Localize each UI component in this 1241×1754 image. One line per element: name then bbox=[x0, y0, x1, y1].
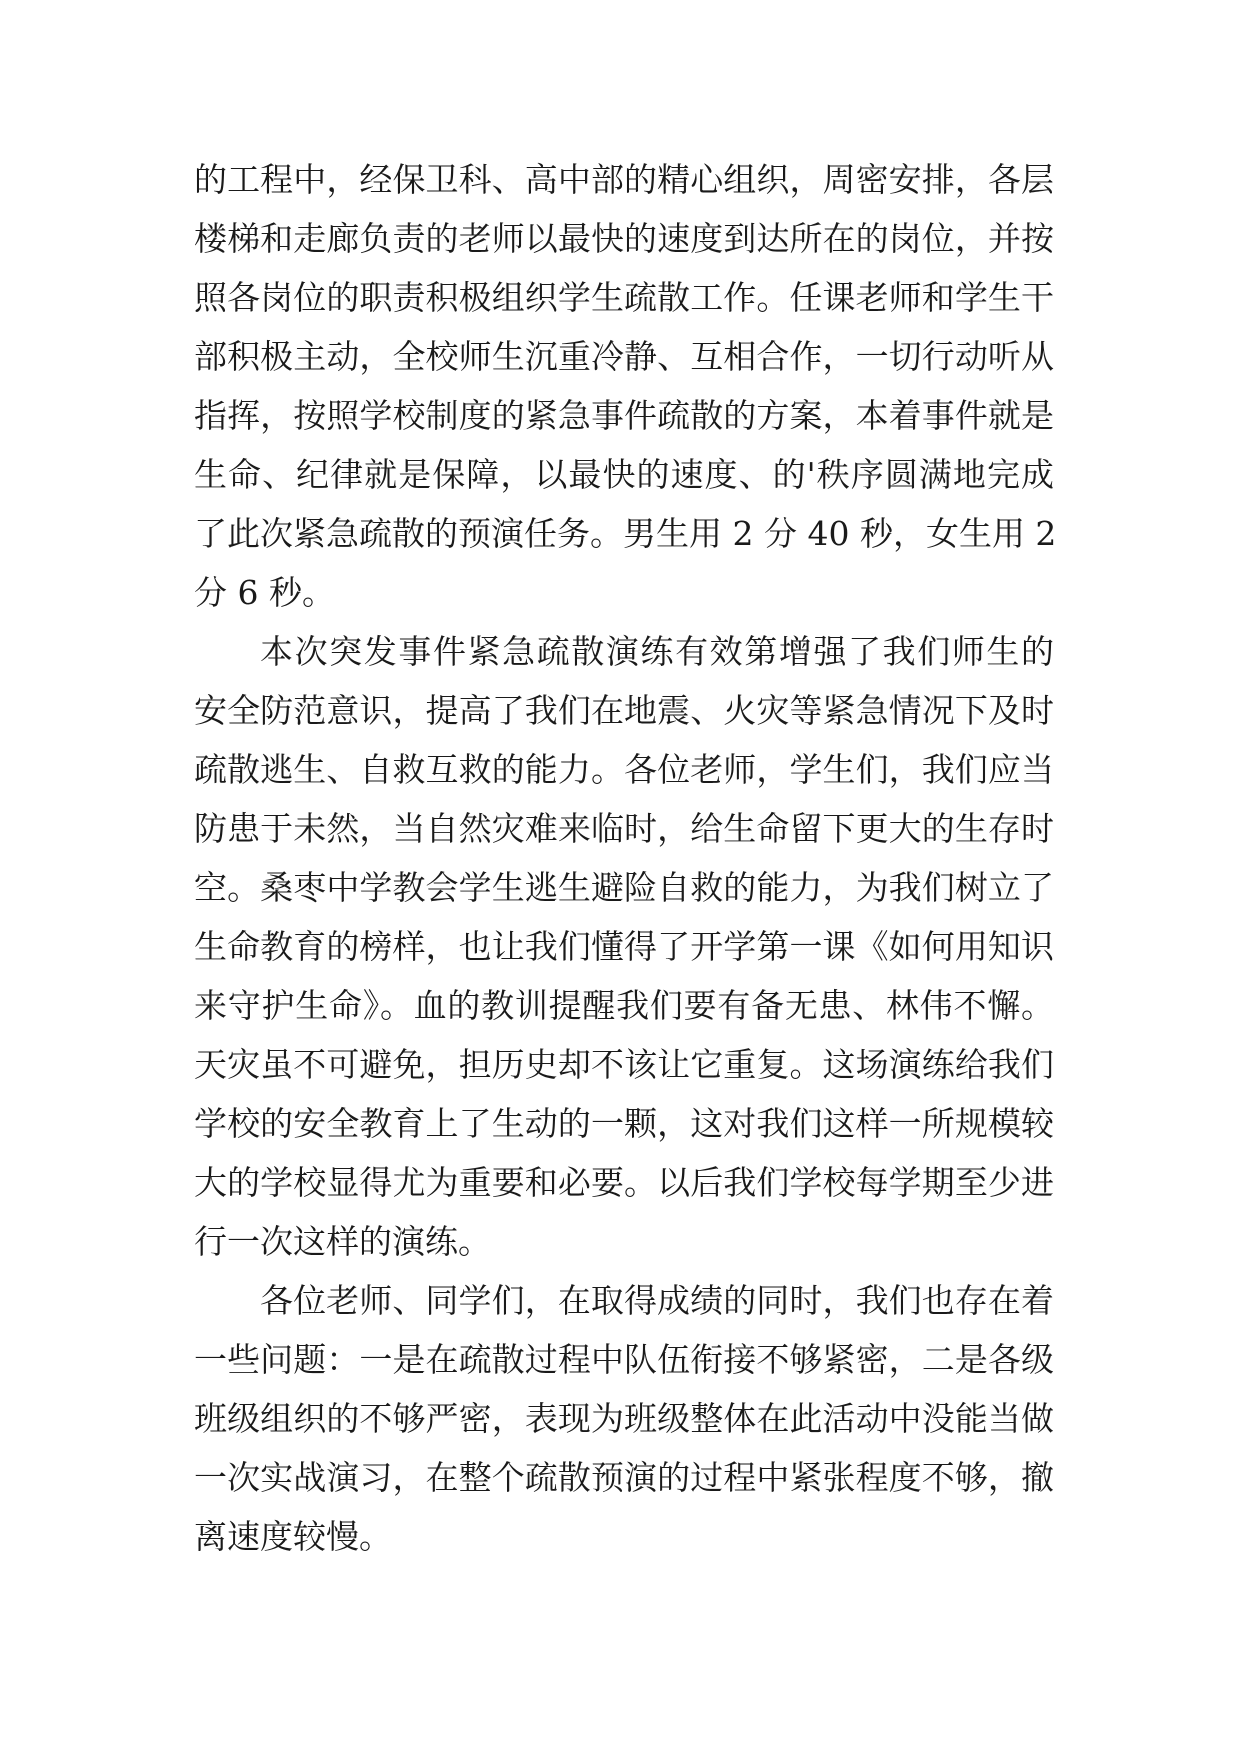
text-line: 班级组织的不够严密，表现为班级整体在此活动中没能当做 bbox=[194, 1399, 1054, 1438]
text-line: 来守护生命》。血的教训提醒我们要有备无患、林伟不懈。 bbox=[194, 986, 1054, 1025]
text-line: 指挥，按照学校制度的紧急事件疏散的方案，本着事件就是 bbox=[194, 396, 1054, 435]
text-line: 部积极主动，全校师生沉重冷静、互相合作，一切行动听从 bbox=[194, 337, 1054, 376]
paragraph-first-line: 各位老师、同学们，在取得成绩的同时，我们也存在着 bbox=[260, 1281, 1054, 1320]
text-line: 楼梯和走廊负责的老师以最快的速度到达所在的岗位，并按 bbox=[194, 219, 1054, 258]
text-line: 学校的安全教育上了生动的一颗，这对我们这样一所规模较 bbox=[194, 1104, 1054, 1143]
text-line: 安全防范意识，提高了我们在地震、火灾等紧急情况下及时 bbox=[194, 691, 1054, 730]
text-line: 空。桑枣中学教会学生逃生避险自救的能力，为我们树立了 bbox=[194, 868, 1054, 907]
text-line: 一些问题：一是在疏散过程中队伍衔接不够紧密，二是各级 bbox=[194, 1340, 1054, 1379]
text-line: 大的学校显得尤为重要和必要。以后我们学校每学期至少进 bbox=[194, 1163, 1054, 1202]
text-line: 一次实战演习，在整个疏散预演的过程中紧张程度不够，撤 bbox=[194, 1458, 1054, 1497]
body-text bbox=[194, 150, 1057, 1566]
text-line: 疏散逃生、自救互救的能力。各位老师，学生们，我们应当 bbox=[194, 750, 1054, 789]
text-line: 生命、纪律就是保障，以最快的速度、的'秩序圆满地完成 bbox=[194, 455, 1054, 494]
text-line: 行一次这样的演练。 bbox=[194, 1222, 491, 1261]
text-line: 分 6 秒。 bbox=[194, 573, 335, 612]
paragraph-first-line: 本次突发事件紧急疏散演练有效第增强了我们师生的 bbox=[260, 632, 1054, 671]
text-line: 了此次紧急疏散的预演任务。男生用 2 分 40 秒，女生用 2 bbox=[194, 514, 1057, 553]
text-line: 的工程中，经保卫科、高中部的精心组织，周密安排，各层 bbox=[194, 160, 1054, 199]
text-line: 离速度较慢。 bbox=[194, 1517, 392, 1556]
text-line: 照各岗位的职责积极组织学生疏散工作。任课老师和学生干 bbox=[194, 278, 1054, 317]
text-line: 生命教育的榜样，也让我们懂得了开学第一课《如何用知识 bbox=[194, 927, 1054, 966]
text-line: 天灾虽不可避免，担历史却不该让它重复。这场演练给我们 bbox=[194, 1045, 1054, 1084]
text-line: 防患于未然，当自然灾难来临时，给生命留下更大的生存时 bbox=[194, 809, 1054, 848]
